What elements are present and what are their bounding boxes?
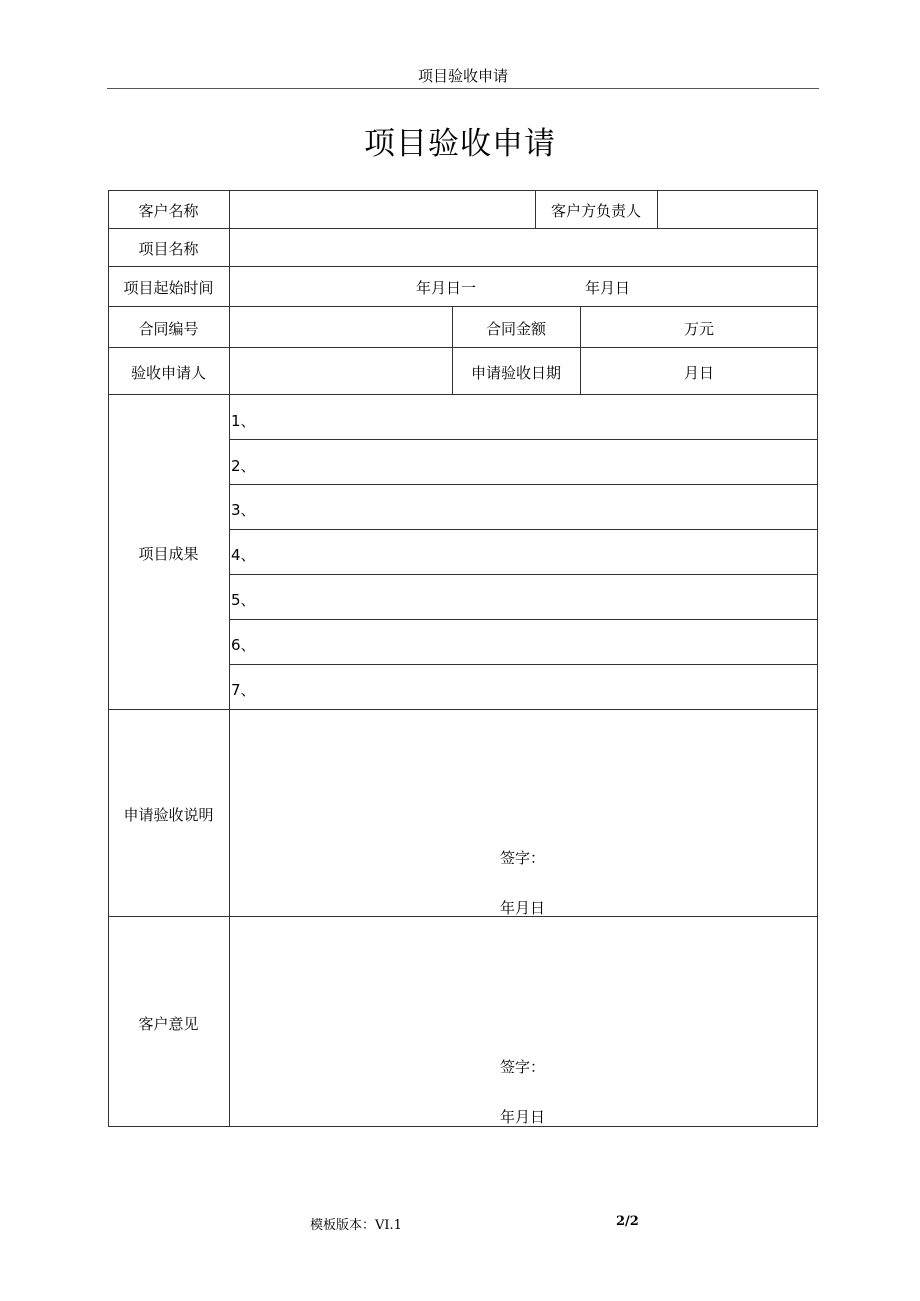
col-divider xyxy=(229,190,230,1127)
row-divider xyxy=(108,347,818,348)
result-item: 4、 xyxy=(231,546,256,564)
explain-date: 年月日 xyxy=(500,899,546,917)
explain-label: 申请验收说明 xyxy=(123,806,214,824)
contract-amount-label: 合同金额 xyxy=(485,320,546,338)
row-divider xyxy=(108,709,818,710)
page-number: 2/2 xyxy=(616,1214,639,1229)
result-divider xyxy=(229,619,818,620)
result-divider xyxy=(229,484,818,485)
apply-date-value: 月日 xyxy=(683,364,714,382)
row-divider xyxy=(108,916,818,917)
col-divider xyxy=(657,190,658,228)
result-item: 2、 xyxy=(231,457,256,475)
explain-sign: 签字： xyxy=(500,849,546,867)
project-name-label: 项目名称 xyxy=(138,240,199,258)
applicant-label: 验收申请人 xyxy=(130,364,206,382)
period-end-value: 年月日 xyxy=(585,279,631,297)
page-title: 项目验收申请 xyxy=(364,126,556,162)
results-label: 项目成果 xyxy=(138,545,199,563)
row-divider xyxy=(108,306,818,307)
result-item: 5、 xyxy=(231,591,256,609)
opinion-date: 年月日 xyxy=(500,1108,546,1126)
result-divider xyxy=(229,439,818,440)
amount-unit: 万元 xyxy=(683,320,714,338)
apply-date-label: 申请验收日期 xyxy=(470,364,561,382)
row-divider xyxy=(108,394,818,395)
customer-contact-label: 客户方负责人 xyxy=(550,202,641,220)
result-divider xyxy=(229,664,818,665)
customer-name-label: 客户名称 xyxy=(138,202,199,220)
result-divider xyxy=(229,574,818,575)
result-item: 6、 xyxy=(231,636,256,654)
opinion-label: 客户意见 xyxy=(138,1015,199,1033)
row-divider xyxy=(108,266,818,267)
project-period-label: 项目起始时间 xyxy=(123,279,214,297)
opinion-sign: 签字： xyxy=(500,1058,546,1076)
contract-no-label: 合同编号 xyxy=(138,320,199,338)
result-divider xyxy=(229,529,818,530)
row-divider xyxy=(108,228,818,229)
result-item: 3、 xyxy=(231,501,256,519)
period-start-value: 年月日一 xyxy=(416,279,477,297)
running-header: 项目验收申请 xyxy=(107,64,819,89)
result-item: 7、 xyxy=(231,681,256,699)
result-item: 1、 xyxy=(231,412,256,430)
template-version: 模板版本：VI.1 xyxy=(310,1218,402,1233)
